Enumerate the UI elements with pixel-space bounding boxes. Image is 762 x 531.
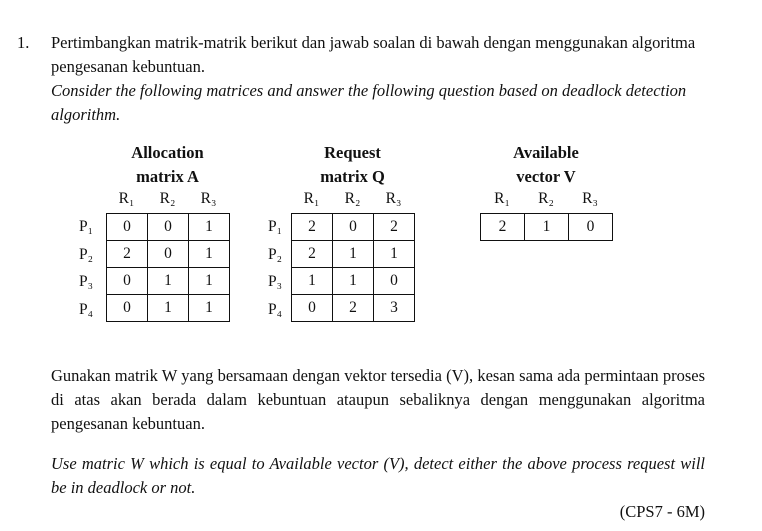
table-row [107,241,230,268]
allocation-matrix-title [106,141,229,189]
allocation-title-line1: Allocation [131,143,204,162]
available-vector-title [480,141,612,189]
allocation-cell: 1 [189,214,230,241]
available-cell: 0 [569,214,613,241]
allocation-cell: 1 [189,295,230,322]
request-cell: 1 [333,268,374,295]
table-row [481,214,613,241]
available-col-r3: R₃ [582,190,598,207]
question-number: 1. [17,33,30,52]
request-cell: 0 [374,268,415,295]
available-cell: 2 [481,214,525,241]
intro-malay: Pertimbangkan matrik-matrik berikut dan jawab soalan di bawah dengan menggunakan algoritma pengesanan kebuntuan. [51,33,696,76]
intro-english: Consider the following matrices and answer the following question based on deadlock detection algorithm. [51,81,687,124]
available-vector [480,213,613,241]
allocation-title-line2: matrix A [136,167,199,186]
instruction-malay: Gunakan matrik W yang bersamaan dengan vektor tersedia (V), kesan sama ada permintaan proses di atas akan berada dalam kebuntuan ataupun sebaliknya dengan menggunakan algoritma pengesanan kebuntuan. [51,366,705,433]
request-cell: 3 [374,295,415,322]
request-cell: 0 [333,214,374,241]
request-title-line1: Request [324,143,381,162]
allocation-row-labels [79,213,93,323]
request-cell: 2 [292,241,333,268]
request-row-label: P₄ [268,300,283,318]
allocation-row-label: P₄ [79,300,94,318]
request-cell: 1 [333,241,374,268]
request-matrix [291,213,415,322]
allocation-cell: 1 [148,295,189,322]
request-row-label: P₁ [268,218,283,235]
request-cell: 1 [292,268,333,295]
allocation-row-label: P₁ [79,218,94,235]
allocation-cell: 0 [107,295,148,322]
request-col-r1: R₁ [303,190,320,207]
request-col-r3: R₃ [385,190,402,207]
allocation-col-r1: R₁ [118,190,135,207]
table-row [107,295,230,322]
request-row-label: P₂ [268,245,283,263]
request-matrix-title [291,141,414,189]
request-row-labels [268,213,282,323]
allocation-matrix [106,213,230,322]
request-title-line2: matrix Q [320,167,385,186]
request-col-r2: R₂ [344,190,361,207]
table-row [107,214,230,241]
allocation-row-label: P₂ [79,245,94,263]
table-row [292,268,415,295]
allocation-cell: 0 [148,241,189,268]
allocation-cell: 0 [148,214,189,241]
allocation-cell: 2 [107,241,148,268]
available-column-headers [480,189,612,209]
allocation-column-headers [106,189,229,209]
allocation-cell: 0 [107,214,148,241]
request-row-label: P₃ [268,273,283,290]
allocation-cell: 1 [189,268,230,295]
allocation-cell: 1 [148,268,189,295]
instruction-english: Use matric W which is equal to Available vector (V), detect either the above process request will be in deadlock or not. [51,454,705,497]
request-cell: 2 [374,214,415,241]
instruction-text [51,364,705,500]
request-column-headers [291,189,414,209]
table-row [292,295,415,322]
available-col-r2: R₂ [538,190,554,207]
available-title-line1: Available [513,143,579,162]
table-row [107,268,230,295]
request-cell: 0 [292,295,333,322]
allocation-cell: 0 [107,268,148,295]
allocation-col-r2: R₂ [159,190,176,207]
allocation-col-r3: R₃ [200,190,217,207]
table-row [292,214,415,241]
available-col-r1: R₁ [494,190,510,207]
available-cell: 1 [525,214,569,241]
question-intro [51,31,711,127]
allocation-cell: 1 [189,241,230,268]
request-cell: 1 [374,241,415,268]
request-cell: 2 [292,214,333,241]
request-cell: 2 [333,295,374,322]
table-row [292,241,415,268]
allocation-row-label: P₃ [79,273,94,290]
marks-label: (CPS7 - 6M) [619,502,705,521]
available-title-line2: vector V [516,167,576,186]
